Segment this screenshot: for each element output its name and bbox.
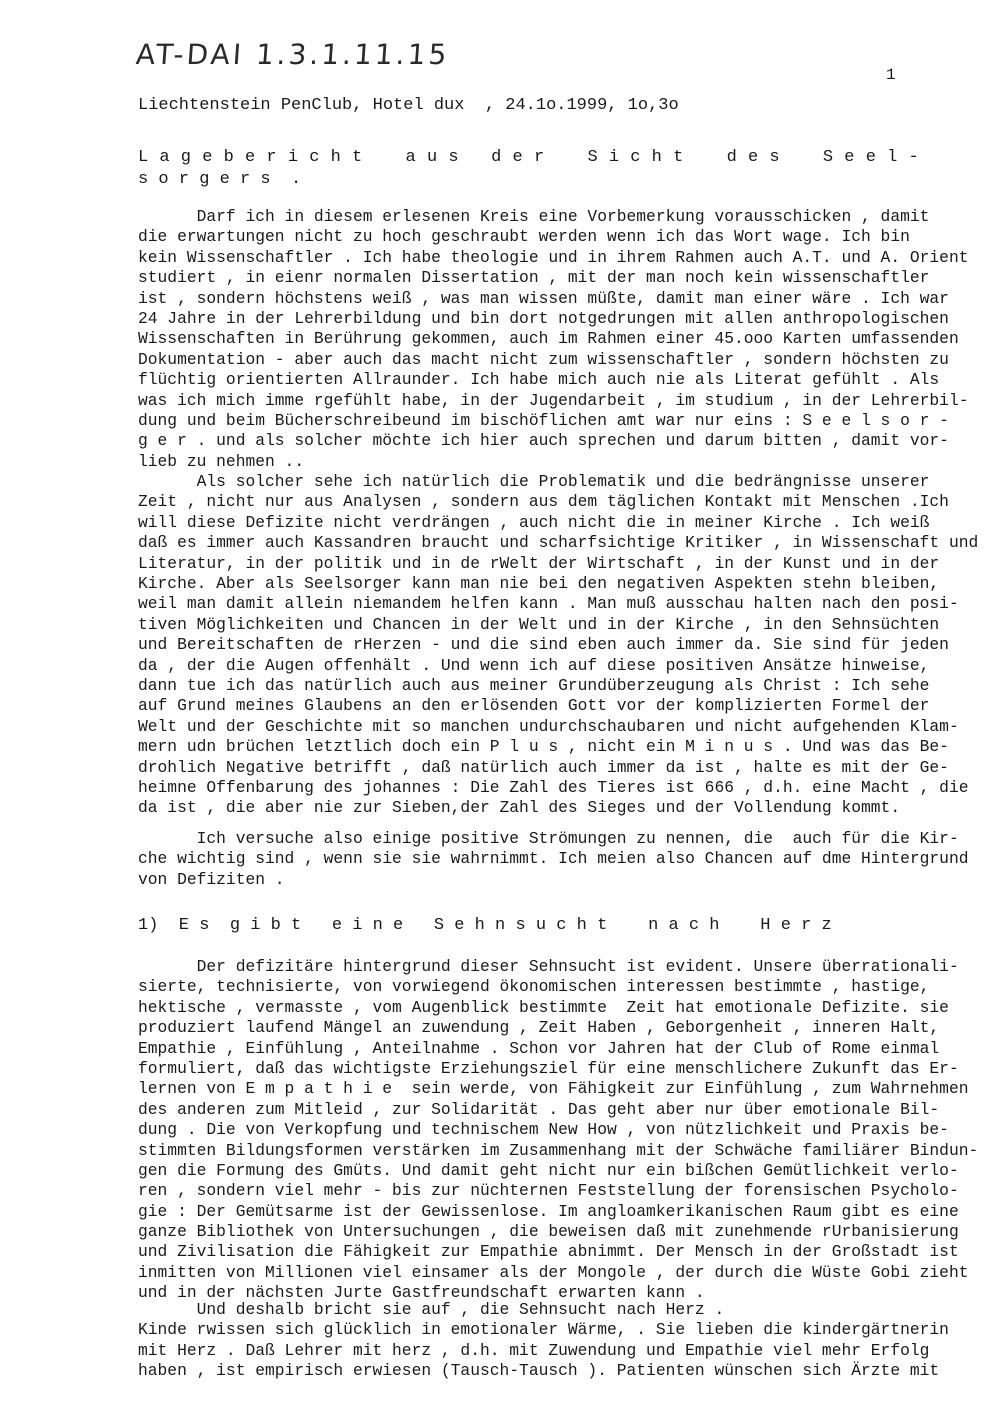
text-line: da , der die Augen offenhält . Und wenn ich auf diese positiven Ansätze hinweise, xyxy=(138,655,930,675)
text-line: Der defizitäre hintergrund dieser Sehnsucht ist evident. Unsere überrationali- xyxy=(138,957,959,976)
text-line: studiert , in eienr normalen Dissertation , mit der man noch kein wissenschaftler xyxy=(138,268,930,288)
text-line: lernen von E m p a t h i e sein werde, von Fähigkeit zur Einfühlung , zum Wahrnehmen xyxy=(138,1079,969,1099)
text-line: Welt und der Geschichte mit so manchen undurchschaubaren und nicht aufgehenden Klam- xyxy=(138,716,959,736)
paragraph-intro xyxy=(138,207,978,819)
text-line: flüchtig orientierten Allraunder. Ich habe mich auch nie als Literat gefühlt . Als xyxy=(138,370,940,390)
text-line: weil man damit allein niemandem helfen kann . Man muß ausschau halten nach den posi- xyxy=(138,594,959,614)
text-line: daß es immer auch Kassandren braucht und scharfsichtige Kritiker , in Wissenschaft und xyxy=(138,533,979,553)
text-line: Und deshalb bricht sie auf , die Sehnsucht nach Herz . xyxy=(138,1300,725,1319)
text-line: lieb zu nehmen .. xyxy=(138,451,305,471)
archive-signature: AT-DAI 1.3.1.11.15 xyxy=(134,38,451,71)
document-title-line: L a g e b e r i c h t a u s d e r S i c h t d e s S e e l - xyxy=(138,148,920,167)
text-line: che wichtig sind , wenn sie sie wahrnimmt. Ich meien also Chancen auf dme Hintergrund xyxy=(138,849,969,869)
text-line: ist , sondern höchstens weiß , was man wissen müßte, damit man einer wäre . Ich war xyxy=(138,288,949,308)
text-line: Zeit , nicht nur aus Analysen , sondern aus dem täglichen Kontakt mit Menschen .Ich xyxy=(138,492,949,512)
text-line: mit Herz . Daß Lehrer mit herz , d.h. mit Zuwendung und Empathie viel mehr Erfolg xyxy=(138,1340,930,1360)
text-line: kein Wissenschaftler . Ich habe theologie und in ihrem Rahmen auch A.T. und A. Orient xyxy=(138,247,969,267)
text-line: formuliert, daß das wichtigste Erziehungsziel für eine menschlichere Zukunft das Er- xyxy=(138,1058,959,1078)
text-line: dung . Die von Verkopfung und technischem New How , von nützlichkeit und Praxis be- xyxy=(138,1120,949,1140)
text-line: ren , sondern viel mehr - bis zur nüchternen Feststellung der forensischen Psycholo- xyxy=(138,1181,959,1201)
text-line: die erwartungen nicht zu hoch geschraubt werden wenn ich das Wort wage. Ich bin xyxy=(138,227,910,247)
text-line: haben , ist empirisch erwiesen (Tausch-Tausch ). Patienten wünschen sich Ärzte mit xyxy=(138,1361,940,1381)
text-line: Dokumentation - aber auch das macht nicht zum wissenschaftler , sondern höchsten zu xyxy=(138,349,949,369)
text-line: Wissenschaften in Berührung gekommen, auch im Rahmen einer 45.ooo Karten umfassenden xyxy=(138,329,959,349)
text-line: ganze Bibliothek von Untersuchungen , die beweisen daß mit zunehmende rUrbanisierung xyxy=(138,1222,959,1242)
text-line: inmitten von Millionen viel einsamer als der Mongole , der durch die Wüste Gobi zieht xyxy=(138,1262,969,1282)
text-line: tiven Möglichkeiten und Chancen in der Welt und in der Kirche , in den Sehnsüchten xyxy=(138,614,940,634)
text-line: Kirche. Aber als Seelsorger kann man nie bei den negativen Aspekten stehn bleiben, xyxy=(138,574,940,594)
text-line: Kinde rwissen sich glücklich in emotionaler Wärme, . Sie lieben die kindergärtnerin xyxy=(138,1320,949,1340)
text-line: Darf ich in diesem erlesenen Kreis eine Vorbemerkung vorausschicken , damit xyxy=(138,207,930,226)
text-line: sierte, technisierte, von vorwiegend ökonomischen interessen bestimmte , hastige, xyxy=(138,977,930,997)
text-line: von Defiziten . xyxy=(138,869,285,889)
paragraph-section-1-continued xyxy=(138,1300,949,1382)
text-line: auf Grund meines Glaubens an den erlösenden Gott vor der komplizierten Formel der xyxy=(138,696,930,716)
text-line: stimmten Bildungsformen verstärken im Zusammenhang mit der Schwäche familiärer Bindun- xyxy=(138,1140,979,1160)
text-line: dann tue ich das natürlich auch aus meiner Grundüberzeugung als Christ : Ich sehe xyxy=(138,675,930,695)
text-line: g e r . und als solcher möchte ich hier auch sprechen und darum bitten , damit vor- xyxy=(138,431,949,451)
text-line: heimne Offenbarung des johannes : Die Zahl des Tieres ist 666 , d.h. eine Macht , die xyxy=(138,777,969,797)
section-heading-1: 1) E s g i b t e i n e S e h n s u c h t n a c h H e r z xyxy=(138,916,832,935)
document-title-line: s o r g e r s . xyxy=(138,170,302,189)
text-line: Empathie , Einfühlung , Anteilnahme . Schon vor Jahren hat der Club of Rome einmal xyxy=(138,1038,940,1058)
text-line: dung und beim Bücherschreibeund im bischöflichen amt war nur eins : S e e l s o r - xyxy=(138,410,949,430)
text-line: was ich mich imme rgefühlt habe, in der Jugendarbeit , im studium , in der Lehrerbil- xyxy=(138,390,969,410)
paragraph-transition xyxy=(138,829,968,890)
text-line: mern udn brüchen letztlich doch ein P l u s , nicht ein M i n u s . Und was das Be- xyxy=(138,737,949,757)
text-line: des anderen zum Mitleid , zur Solidarität . Das geht aber nur über emotionale Bil- xyxy=(138,1099,940,1119)
text-line: und Bereitschaften de rHerzen - und die sind eben auch immer da. Sie sind für jeden xyxy=(138,635,949,655)
text-line: und in der nächsten Jurte Gastfreundschaft erwarten kann . xyxy=(138,1283,705,1303)
text-line: Ich versuche also einige positive Strömungen zu nennen, die auch für die Kir- xyxy=(138,829,959,848)
page-number: 1 xyxy=(886,66,896,84)
text-line: Als solcher sehe ich natürlich die Problematik und die bedrängnisse unserer xyxy=(138,472,930,492)
text-line: hektische , vermasste , vom Augenblick bestimmte Zeit hat emotionale Defizite. sie xyxy=(138,997,949,1017)
text-line: 24 Jahre in der Lehrerbildung und bin dort notgedrungen mit allen anthropologischen xyxy=(138,308,949,328)
text-line: Literatur, in der politik und in de rWelt der Wirtschaft , in der Kunst und in der xyxy=(138,553,940,573)
text-line: will diese Defizite nicht verdrängen , auch nicht die in meiner Kirche . Ich weiß xyxy=(138,512,930,532)
text-line: und Zivilisation die Fähigkeit zur Empathie abnimmt. Der Mensch in der Großstadt ist xyxy=(138,1242,959,1262)
text-line: da ist , die aber nie zur Sieben,der Zahl des Sieges und der Vollendung kommt. xyxy=(138,798,901,818)
text-line: drohlich Negative betrifft , daß natürlich auch immer da ist , halte es mit der Ge- xyxy=(138,757,949,777)
text-line: produziert laufend Mängel an zuwendung , Zeit Haben , Geborgenheit , inneren Halt, xyxy=(138,1018,940,1038)
text-line: gie : Der Gemütsarme ist der Gewissenlose. Im angloamkerikanischen Raum gibt es eine xyxy=(138,1201,959,1221)
event-header: Liechtenstein PenClub, Hotel dux , 24.1o.1999, 1o,3o xyxy=(138,96,679,115)
text-line: gen die Formung des Gmüts. Und damit geht nicht nur ein bißchen Gemütlichkeit verlo- xyxy=(138,1160,959,1180)
paragraph-section-1 xyxy=(138,957,978,1304)
